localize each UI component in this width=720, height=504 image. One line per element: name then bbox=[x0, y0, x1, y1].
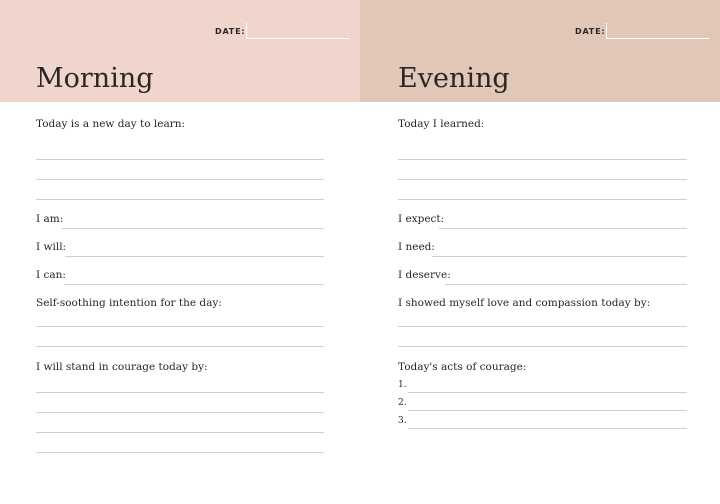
write-line[interactable] bbox=[408, 392, 687, 393]
prompt-love: I showed myself love and compassion today by: bbox=[398, 297, 651, 309]
prompt-acts: Today's acts of courage: bbox=[398, 361, 527, 373]
date-label: DATE: bbox=[575, 27, 606, 36]
write-line[interactable] bbox=[36, 346, 324, 347]
evening-page bbox=[360, 0, 720, 504]
evening-header bbox=[360, 0, 720, 102]
date-field[interactable] bbox=[246, 23, 349, 39]
write-line[interactable] bbox=[36, 199, 324, 200]
page-title: Evening bbox=[398, 63, 510, 94]
prompt-i-can: I can: bbox=[36, 269, 66, 281]
prompt-expect: I expect: bbox=[398, 213, 445, 225]
list-number: 1. bbox=[398, 380, 407, 390]
list-number: 2. bbox=[398, 398, 407, 408]
write-line[interactable] bbox=[36, 179, 324, 180]
write-line[interactable] bbox=[36, 326, 324, 327]
write-line[interactable] bbox=[65, 256, 324, 257]
write-line[interactable] bbox=[36, 159, 324, 160]
morning-header bbox=[0, 0, 360, 102]
prompt-intention: Self-soothing intention for the day: bbox=[36, 297, 222, 309]
write-line[interactable] bbox=[36, 432, 324, 433]
write-line[interactable] bbox=[398, 179, 687, 180]
prompt-new-day: Today is a new day to learn: bbox=[36, 118, 186, 130]
prompt-i-will: I will: bbox=[36, 241, 67, 253]
prompt-learned: Today I learned: bbox=[398, 118, 485, 130]
write-line[interactable] bbox=[36, 392, 324, 393]
write-line[interactable] bbox=[36, 412, 324, 413]
prompt-courage: I will stand in courage today by: bbox=[36, 361, 208, 373]
write-line[interactable] bbox=[445, 284, 687, 285]
write-line[interactable] bbox=[62, 228, 324, 229]
write-line[interactable] bbox=[408, 428, 687, 429]
prompt-i-am: I am: bbox=[36, 213, 64, 225]
write-line[interactable] bbox=[398, 199, 687, 200]
date-field[interactable] bbox=[606, 23, 709, 39]
prompt-deserve: I deserve: bbox=[398, 269, 451, 281]
write-line[interactable] bbox=[439, 228, 687, 229]
write-line[interactable] bbox=[64, 284, 324, 285]
write-line[interactable] bbox=[398, 346, 687, 347]
write-line[interactable] bbox=[432, 256, 687, 257]
date-label: DATE: bbox=[215, 27, 246, 36]
write-line[interactable] bbox=[398, 159, 687, 160]
write-line[interactable] bbox=[408, 410, 687, 411]
list-number: 3. bbox=[398, 416, 407, 426]
write-line[interactable] bbox=[36, 452, 324, 453]
prompt-need: I need: bbox=[398, 241, 435, 253]
write-line[interactable] bbox=[398, 326, 687, 327]
page-title: Morning bbox=[36, 63, 154, 94]
